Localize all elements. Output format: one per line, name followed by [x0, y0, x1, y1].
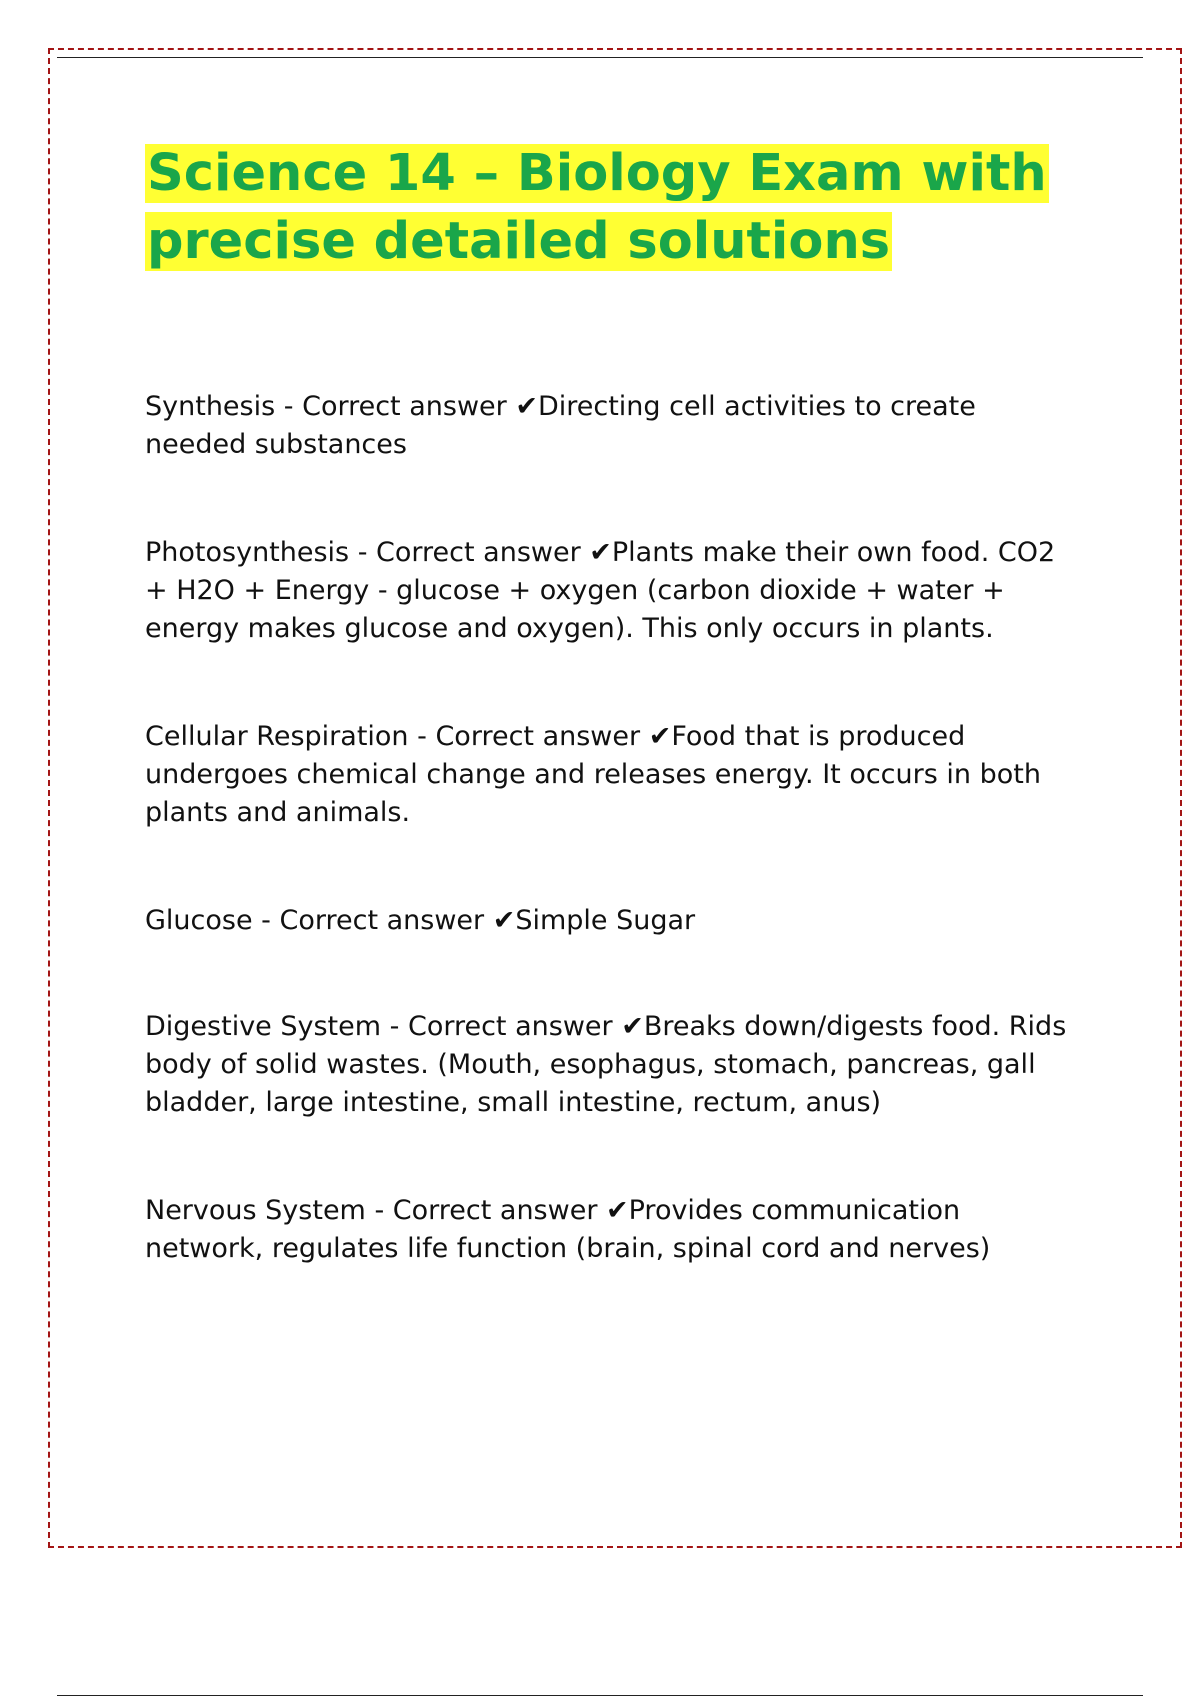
bottom-rule [57, 1695, 1143, 1696]
qa-answer: Simple Sugar [515, 905, 696, 936]
qa-separator: - Correct answer [275, 391, 516, 422]
document-content [145, 140, 1085, 1338]
qa-item [145, 718, 1085, 832]
qa-answer: Food that is produced undergoes chemical change and releases energy. It occurs in both plants and animals. [145, 721, 1041, 828]
qa-term: Cellular Respiration [145, 721, 409, 752]
checkmark-icon: ✔ [589, 537, 612, 568]
qa-separator: - Correct answer [365, 1195, 606, 1226]
checkmark-icon: ✔ [621, 1011, 644, 1042]
checkmark-icon: ✔ [515, 391, 538, 422]
qa-item [145, 902, 1085, 940]
document-title [145, 140, 1065, 276]
qa-item [145, 534, 1085, 648]
document-title-text: Science 14 – Biology Exam with precise detailed solutions [147, 144, 1047, 271]
checkmark-icon: ✔ [606, 1195, 629, 1226]
qa-separator: - Correct answer [381, 1011, 622, 1042]
qa-answer: Provides communication network, regulates life function (brain, spinal cord and nerves) [145, 1195, 991, 1264]
qa-answer: Plants make their own food. CO2 + H2O + Energy - glucose + oxygen (carbon dioxide + water + energy makes glucose and oxygen). This only occurs in plants. [145, 537, 1056, 644]
qa-answer: Directing cell activities to create needed substances [145, 391, 976, 460]
qa-term: Glucose [145, 905, 253, 936]
qa-item [145, 1192, 1085, 1268]
qa-term: Digestive System [145, 1011, 382, 1042]
qa-item [145, 1008, 1085, 1122]
qa-answer: Breaks down/digests food. Rids body of solid wastes. (Mouth, esophagus, stomach, pancreas, gall bladder, large intestine, small intestine, rectum, anus) [145, 1011, 1067, 1118]
qa-separator: - Correct answer [252, 905, 493, 936]
checkmark-icon: ✔ [648, 721, 672, 752]
qa-term: Synthesis [145, 391, 276, 422]
qa-term: Photosynthesis [145, 537, 350, 568]
qa-item [145, 388, 1085, 464]
qa-list [145, 388, 1085, 1268]
qa-separator: - Correct answer [349, 537, 590, 568]
qa-separator: - Correct answer [408, 721, 649, 752]
checkmark-icon: ✔ [492, 905, 516, 936]
qa-term: Nervous System [145, 1195, 366, 1226]
